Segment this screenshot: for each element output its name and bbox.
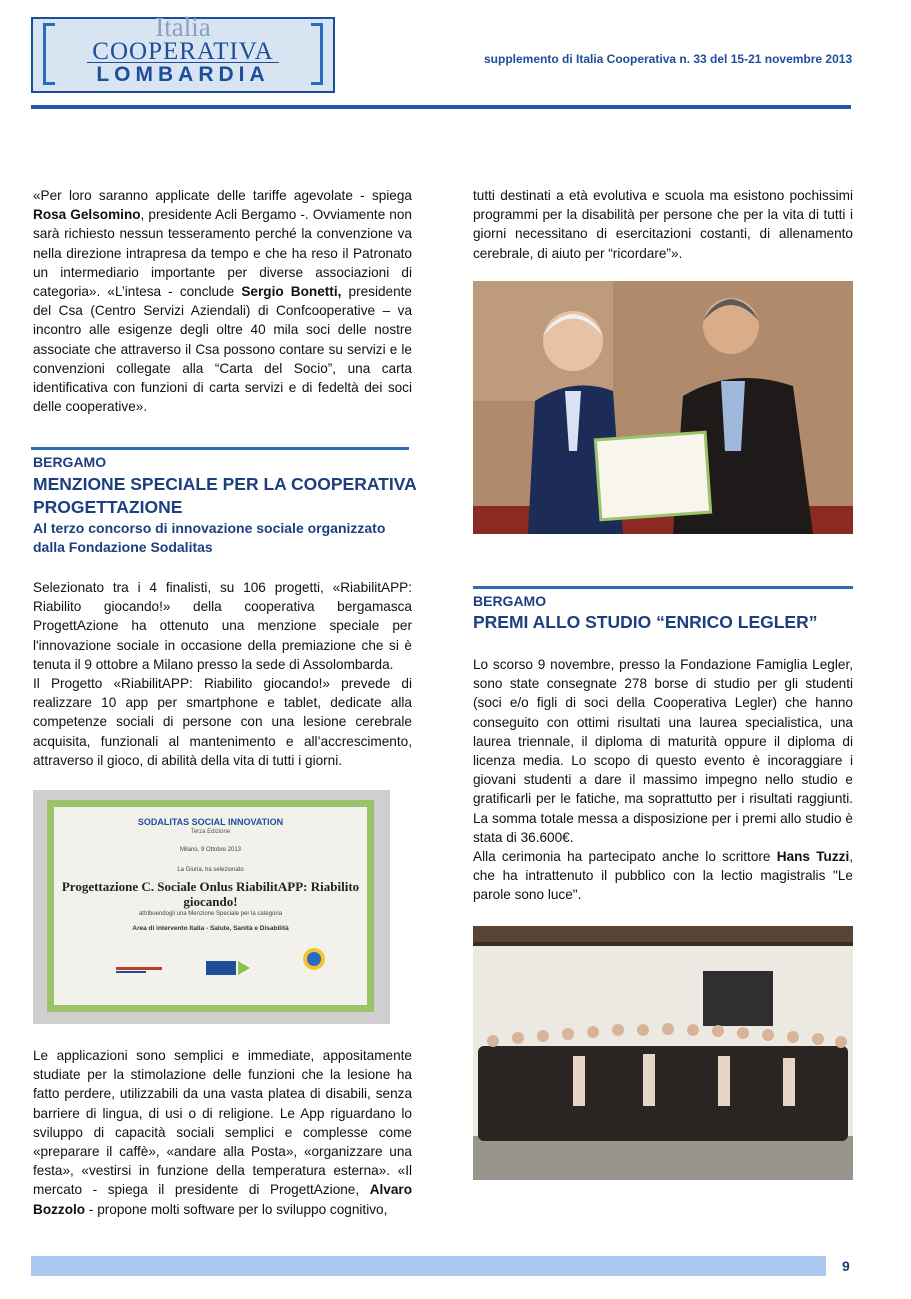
certificate-brand: SODALITAS SOCIAL INNOVATION — [137, 817, 284, 827]
article-kicker: BERGAMO — [473, 593, 547, 609]
article-subhead: Al terzo concorso di innovazione sociale organizzato dalla Fondazione Sodalitas — [33, 520, 386, 555]
group-photo-illustration — [473, 926, 853, 1180]
article-headline: MENZIONE SPECIALE PER LA COOPERATIVA PROGETTAZIONE — [33, 474, 417, 517]
footer-bar — [31, 1256, 826, 1276]
supplement-line: supplemento di Italia Cooperativa n. 33 del 15-21 novembre 2013 — [484, 52, 853, 66]
logo-cooperativa: COOPERATIVA — [92, 38, 274, 65]
article-kicker: BERGAMO — [33, 454, 107, 470]
certificate-mention: attribuendogli una Menzione Speciale per la categoria — [138, 911, 283, 917]
award-photo-illustration — [473, 281, 853, 534]
paragraph: Il Progetto «RiabilitAPP: Riabilito giocando!» prevede di realizzare 10 app per smartphone e tablet, dedicate alla competenze sociali di persone con una lesione cerebrale acquisita, funzionali al mantenimento e all’accrescimento, attraverso il gioco, di abilità della vita di tutti i giorni. — [33, 676, 412, 768]
logo-italia: Italia — [155, 12, 211, 42]
masthead-logo — [31, 12, 335, 93]
header-rule — [31, 105, 851, 109]
certificate — [47, 800, 374, 1012]
section-rule — [31, 447, 409, 450]
certificate-area: Area di intervento Italia - Salute, Sanità e Disabilità — [132, 925, 289, 932]
article-body: Lo scorso 9 novembre, presso la Fondazione Famiglia Legler, sono state consegnate 278 borse di studio per gli studenti (soci e/o figli di soci della Cooperativa Legler) che hanno conseguito con ottimi risultati una laurea specialistica, una laurea triennale, il diploma di maturità oppure il diploma di licenza media. Lo scopo di questo evento è incoraggiare i giovani studenti a dare il massimo impegno nello studio e gratificarli per le fatiche, ma soprattutto per i risultati raggiunti. La somma totale messa a disposizione per i premi allo studio è stata di 36.600€. Alla cerimonia ha partecipato anche lo scrittore Hans Tuzzi, che ha intrattenuto il pubblico con la lectio magistralis "Le parole sono luce". — [473, 657, 853, 903]
logo-lombardia: LOMBARDIA — [96, 63, 270, 86]
paragraph: Selezionato tra i 4 finalisti, su 106 progetti, «RiabilitAPP: Riabilito giocando!» della cooperativa bergamasca ProgettAzione ha ottenuto una menzione speciale per l'innovazione sociale in occasione della premiazione che si è tenuta il 9 ottobre a Milano presso la sede di Assolombarda. — [33, 580, 412, 672]
section-rule — [473, 586, 853, 589]
group-photo — [473, 926, 853, 1180]
continued-paragraph: tutti destinati a età evolutiva e scuola ma esistono pochissimi programmi per la disabilità per persone che per la vita di tutti i giorni necessitano di esercitazioni costanti, di allenamento cerebrale, di aiuto per “ricordare”». — [473, 188, 853, 261]
page-number: 9 — [842, 1258, 850, 1274]
sponsor-logo — [114, 957, 164, 979]
article-body-continued: Le applicazioni sono semplici e immediate, appositamente studiate per la stimolazione delle funzioni che la lesione ha fatto perdere, utilizzabili da una vasta platea di disabili, senza barriere di lingua, di usi o di religione. Le App riguardano lo sviluppo di capacità sociali semplici e complesse come «preparare il caffè», «andare alla Posta», «organizzare una festa», «vestirsi in funzione della temperatura esterna». «Il mercato - spiega il presidente di ProgettAzione, Alvaro Bozzolo - propone molti software per lo sviluppo cognitivo, — [33, 1048, 412, 1217]
intro-paragraph: «Per loro saranno applicate delle tariffe agevolate - spiega Rosa Gelsomino, presidente Acli Bergamo -. Ovviamente non sarà richiesto nessun tesseramento perché la convenzione va nella direzione intrapresa da tempo e che ha reso il Patronato un intermediario importante per diverse associazioni di categoria». «L’intesa - conclude Sergio Bonetti, presidente del Csa (Centro Servizi Aziendali) di Confcooperative – va incontro alle esigenze degli oltre 40 mila soci delle nostre associate che attraverso il Csa possono contare su servizi e le convenzioni collegate alla “Carta del Socio”, una carta identificativa con funzioni di carta servizi e di fedeltà dei soci delle cooperative». — [33, 188, 412, 415]
paragraph: Lo scorso 9 novembre, presso la Fondazione Famiglia Legler, sono state consegnate 278 borse di studio per gli studenti (soci e/o figli di soci della Cooperativa Legler) che hanno conseguito con ottimi risultati una laurea specialistica, una laurea triennale, il diploma di maturità oppure il diploma di licenza media. Lo scopo di questo evento è incoraggiare i giovani studenti a dare il massimo impegno nello studio e gratificarli per le fatiche, ma soprattutto per i risultati raggiunti. La somma totale messa a disposizione per i premi allo studio è stata di 36.600€. — [473, 657, 853, 845]
certificate-name: Progettazione C. Sociale Onlus RiabilitAPP: Riabilito giocando! — [61, 879, 360, 909]
sodalitas-logo — [204, 957, 254, 979]
article-body — [33, 578, 412, 770]
certificate-photo — [33, 790, 390, 1024]
certificate-date: Milano, 9 Ottobre 2013 — [179, 847, 242, 853]
sponsor-sun-logo — [299, 945, 329, 979]
certificate-jury: La Giuria, ha selezionato — [177, 867, 244, 873]
award-photo — [473, 281, 853, 534]
article-headline: PREMI ALLO STUDIO “ENRICO LEGLER” — [473, 612, 818, 632]
certificate-edition: Terza Edizione — [190, 829, 231, 835]
